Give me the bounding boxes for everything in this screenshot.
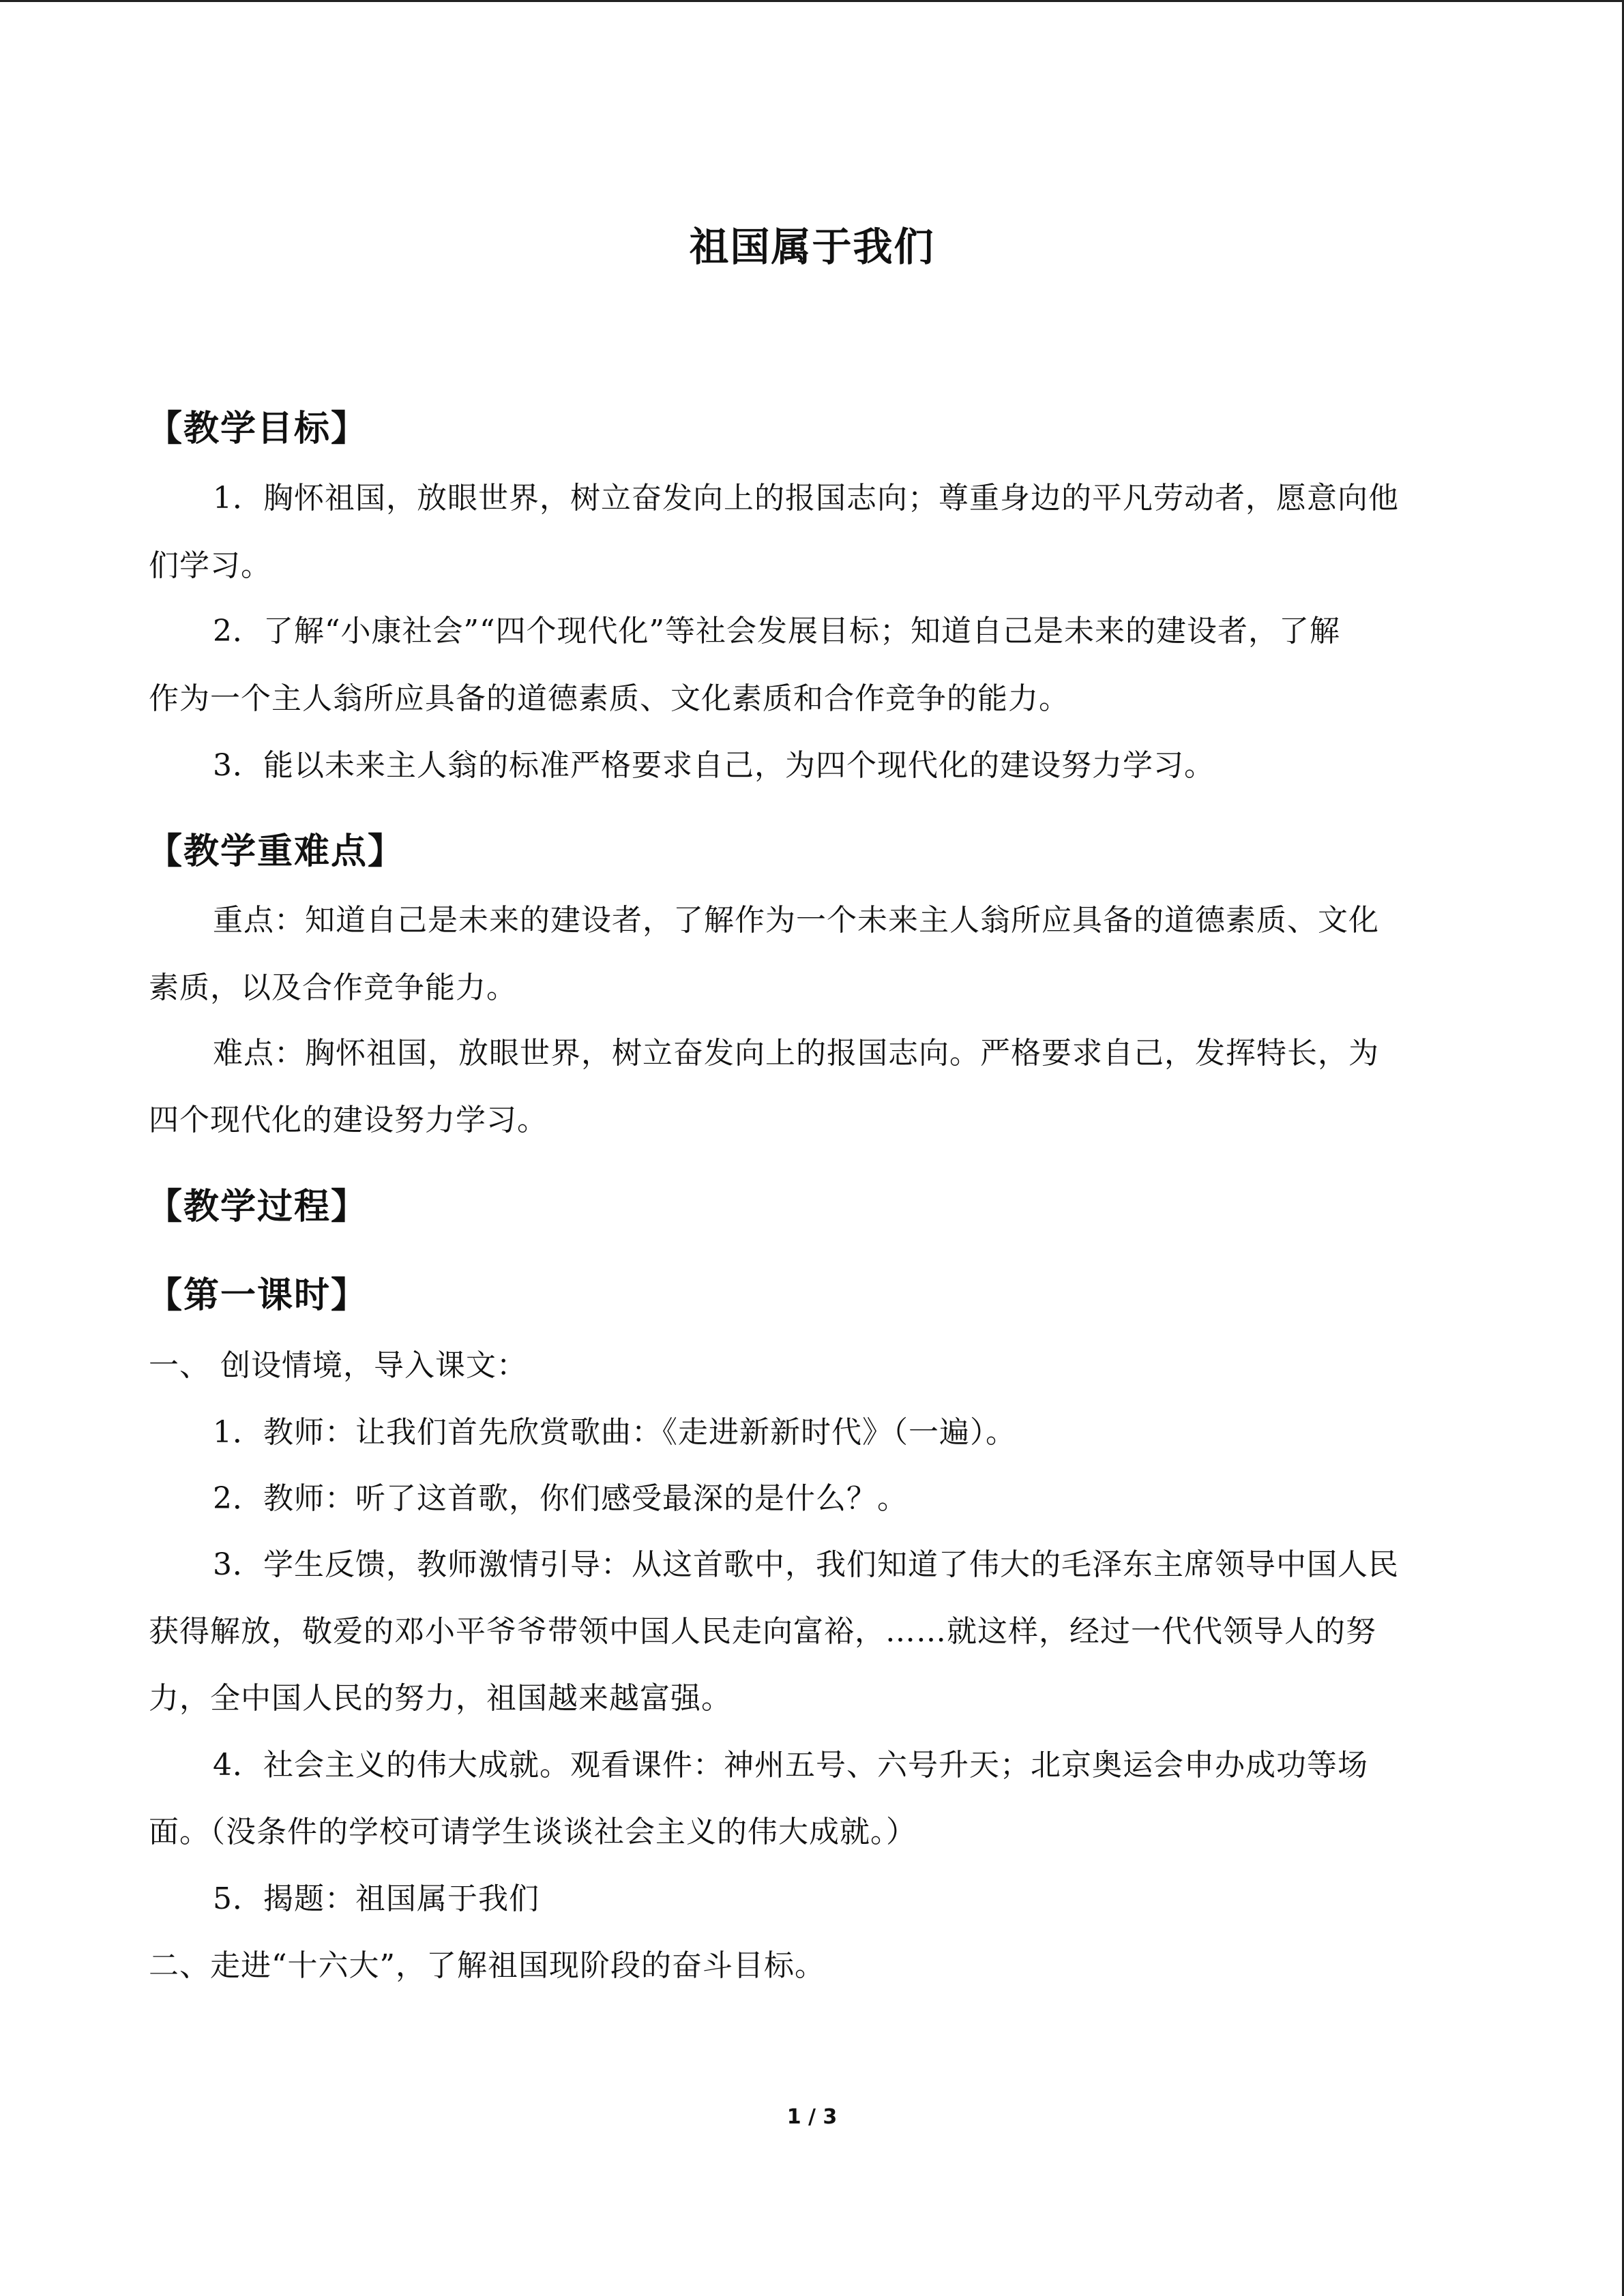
objective-1-line-2: 们学习。 [149, 548, 271, 583]
keypoint-2-line-2: 四个现代化的建设努力学习。 [149, 1103, 548, 1137]
objective-3-line-1: 3．能以未来主人翁的标准严格要求自己，为四个现代化的建设努力学习。 [213, 748, 1215, 783]
lesson1-item-5: 5．揭题：祖国属于我们 [213, 1881, 540, 1916]
lesson1-item-3-line-3: 力，全中国人民的努力，祖国越来越富强。 [149, 1681, 732, 1716]
lesson1-item-2: 2．教师：听了这首歌，你们感受最深的是什么？。 [213, 1481, 908, 1516]
heading-keypoints: 【教学重难点】 [147, 831, 405, 872]
heading-lesson1: 【第一课时】 [147, 1274, 368, 1316]
objective-2-line-2: 作为一个主人翁所应具备的道德素质、文化素质和合作竞争的能力。 [149, 681, 1069, 716]
objective-1-line-1: 1．胸怀祖国，放眼世界，树立奋发向上的报国志向；尊重身边的平凡劳动者，愿意向他 [213, 481, 1399, 516]
page-number: 1 / 3 [786, 2105, 838, 2129]
lesson1-item-4-line-1: 4．社会主义的伟大成就。观看课件：神州五号、六号升天；北京奥运会申办成功等场 [213, 1748, 1368, 1783]
heading-objectives: 【教学目标】 [147, 408, 368, 449]
keypoint-1-line-1: 重点：知道自己是未来的建设者，了解作为一个未来主人翁所应具备的道德素质、文化 [213, 903, 1379, 938]
keypoint-2-line-1: 难点：胸怀祖国，放眼世界，树立奋发向上的报国志向。严格要求自己，发挥特长，为 [213, 1036, 1379, 1071]
heading-process: 【教学过程】 [147, 1186, 368, 1227]
objective-2-line-1: 2．了解“小康社会”“四个现代化”等社会发展目标；知道自己是未来的建设者，了解 [213, 614, 1340, 648]
page-title: 祖国属于我们 [689, 224, 935, 270]
lesson1-item-3-line-1: 3．学生反馈，教师激情引导：从这首歌中，我们知道了伟大的毛泽东主席领导中国人民 [213, 1547, 1399, 1582]
lesson1-part1: 一、 创设情境，导入课文： [149, 1348, 527, 1383]
lesson1-item-4-line-2: 面。（没条件的学校可请学生谈谈社会主义的伟大成就。） [149, 1815, 917, 1849]
keypoint-1-line-2: 素质，以及合作竞争能力。 [149, 970, 517, 1005]
lesson1-item-1: 1．教师：让我们首先欣赏歌曲：《走进新新时代》（一遍）。 [213, 1415, 1016, 1450]
lesson1-item-3-line-2: 获得解放，敬爱的邓小平爷爷带领中国人民走向富裕，……就这样，经过一代代领导人的努 [149, 1614, 1376, 1649]
lesson1-part2: 二、走进“十六大”，了解祖国现阶段的奋斗目标。 [149, 1948, 825, 1983]
